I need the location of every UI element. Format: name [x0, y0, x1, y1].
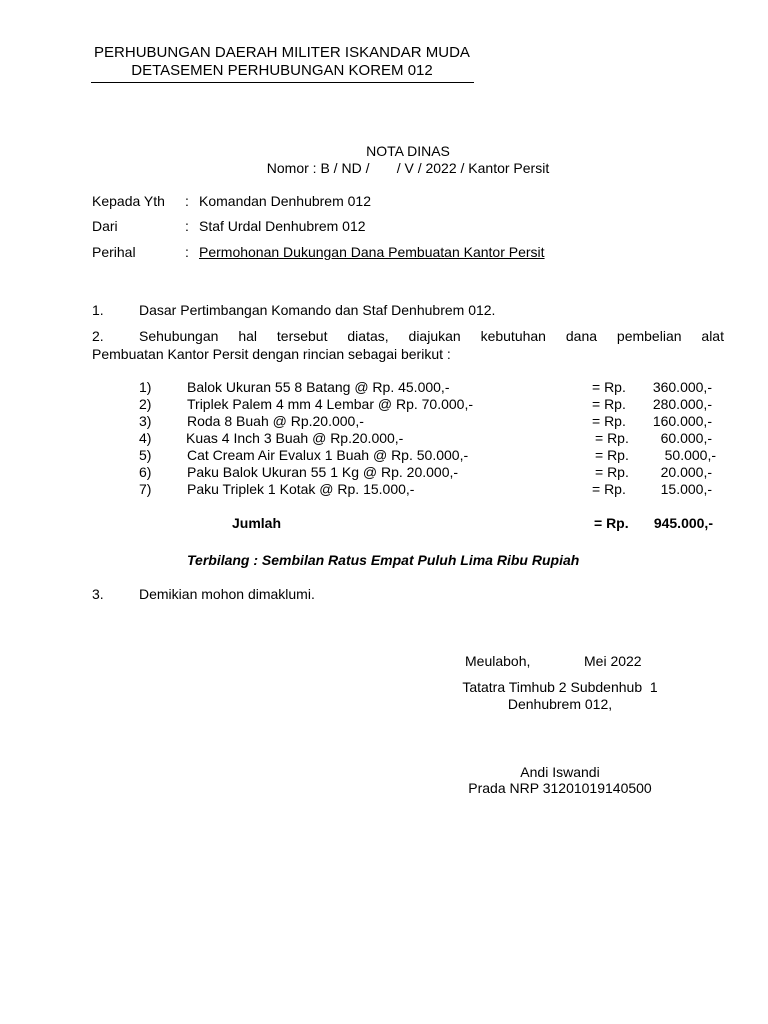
item-currency: = Rp. [592, 413, 626, 429]
item-description: Triplek Palem 4 mm 4 Lembar @ Rp. 70.000,- [187, 396, 474, 412]
paragraph-2-number: 2. [92, 328, 104, 344]
item-description: Paku Triplek 1 Kotak @ Rp. 15.000,- [187, 481, 415, 497]
item-description: Paku Balok Ukuran 55 1 Kg @ Rp. 20.000,- [187, 464, 459, 480]
signature-signatory [430, 764, 690, 796]
subject-label: Perihal [92, 244, 136, 260]
letterhead [90, 44, 474, 80]
item-number: 4) [139, 430, 152, 446]
item-amount: 360.000,- [652, 379, 712, 395]
total-currency: = Rp. [594, 515, 629, 531]
signature-place: Meulaboh, [465, 653, 531, 669]
item-amount: 60.000,- [660, 430, 712, 446]
from-separator: : [185, 218, 189, 234]
item-currency: = Rp. [595, 430, 629, 446]
document-title [158, 143, 658, 177]
item-amount: 50.000,- [664, 447, 716, 463]
item-number: 7) [139, 481, 152, 497]
to-separator: : [185, 193, 189, 209]
item-description: Roda 8 Buah @ Rp.20.000,- [187, 413, 364, 429]
item-number: 5) [139, 447, 152, 463]
item-description: Kuas 4 Inch 3 Buah @ Rp.20.000,- [186, 430, 404, 446]
signature-position-line-2: Denhubrem 012, [507, 696, 613, 712]
signatory-name: Andi Iswandi [520, 764, 600, 780]
signature-position [430, 679, 690, 713]
item-currency: = Rp. [595, 447, 629, 463]
item-amount: 280.000,- [652, 396, 712, 412]
item-currency: = Rp. [592, 379, 626, 395]
item-amount: 20.000,- [660, 464, 712, 480]
signature-date: Mei 2022 [584, 653, 642, 669]
item-amount: 160.000,- [652, 413, 712, 429]
item-currency: = Rp. [592, 396, 626, 412]
item-number: 2) [139, 396, 152, 412]
paragraph-3-number: 3. [92, 586, 104, 602]
document-heading: NOTA DINAS [366, 143, 450, 159]
item-amount: 15.000,- [660, 481, 712, 497]
item-currency: = Rp. [592, 481, 626, 497]
paragraph-1-text: Dasar Pertimbangan Komando dan Staf Denhubrem 012. [139, 302, 496, 318]
subject-value: Permohonan Dukungan Dana Pembuatan Kantor Persit [199, 244, 545, 260]
subject-separator: : [185, 244, 189, 260]
from-label: Dari [92, 218, 118, 234]
signatory-rank-nrp: Prada NRP 31201019140500 [468, 780, 652, 796]
paragraph-3-text: Demikian mohon dimaklumi. [139, 586, 315, 602]
from-value: Staf Urdal Denhubrem 012 [199, 218, 366, 234]
item-number: 1) [139, 379, 152, 395]
item-number: 6) [139, 464, 152, 480]
paragraph-1-number: 1. [92, 302, 104, 318]
letterhead-line-2: DETASEMEN PERHUBUNGAN KOREM 012 [131, 62, 433, 79]
total-amount: 945.000,- [653, 515, 713, 531]
to-label: Kepada Yth [92, 193, 165, 209]
letterhead-divider [91, 82, 474, 83]
paragraph-2-line-1: Sehubungan hal tersebut diatas, diajukan kebutuhan dana pembelian alat [139, 328, 724, 344]
item-description: Cat Cream Air Evalux 1 Buah @ Rp. 50.000,- [187, 447, 469, 463]
signature-position-line-1: Tatatra Timhub 2 Subdenhub 1 [462, 679, 658, 695]
document-number: Nomor : B / ND / / V / 2022 / Kantor Persit [266, 160, 550, 176]
total-label: Jumlah [232, 515, 282, 531]
item-description: Balok Ukuran 55 8 Batang @ Rp. 45.000,- [187, 379, 450, 395]
item-currency: = Rp. [595, 464, 629, 480]
item-number: 3) [139, 413, 152, 429]
to-value: Komandan Denhubrem 012 [199, 193, 372, 209]
paragraph-2-line-2: Pembuatan Kantor Persit dengan rincian sebagai berikut : [92, 346, 451, 362]
amount-in-words: Terbilang : Sembilan Ratus Empat Puluh Lima Ribu Rupiah [187, 552, 580, 568]
letterhead-line-1: PERHUBUNGAN DAERAH MILITER ISKANDAR MUDA [94, 44, 470, 61]
